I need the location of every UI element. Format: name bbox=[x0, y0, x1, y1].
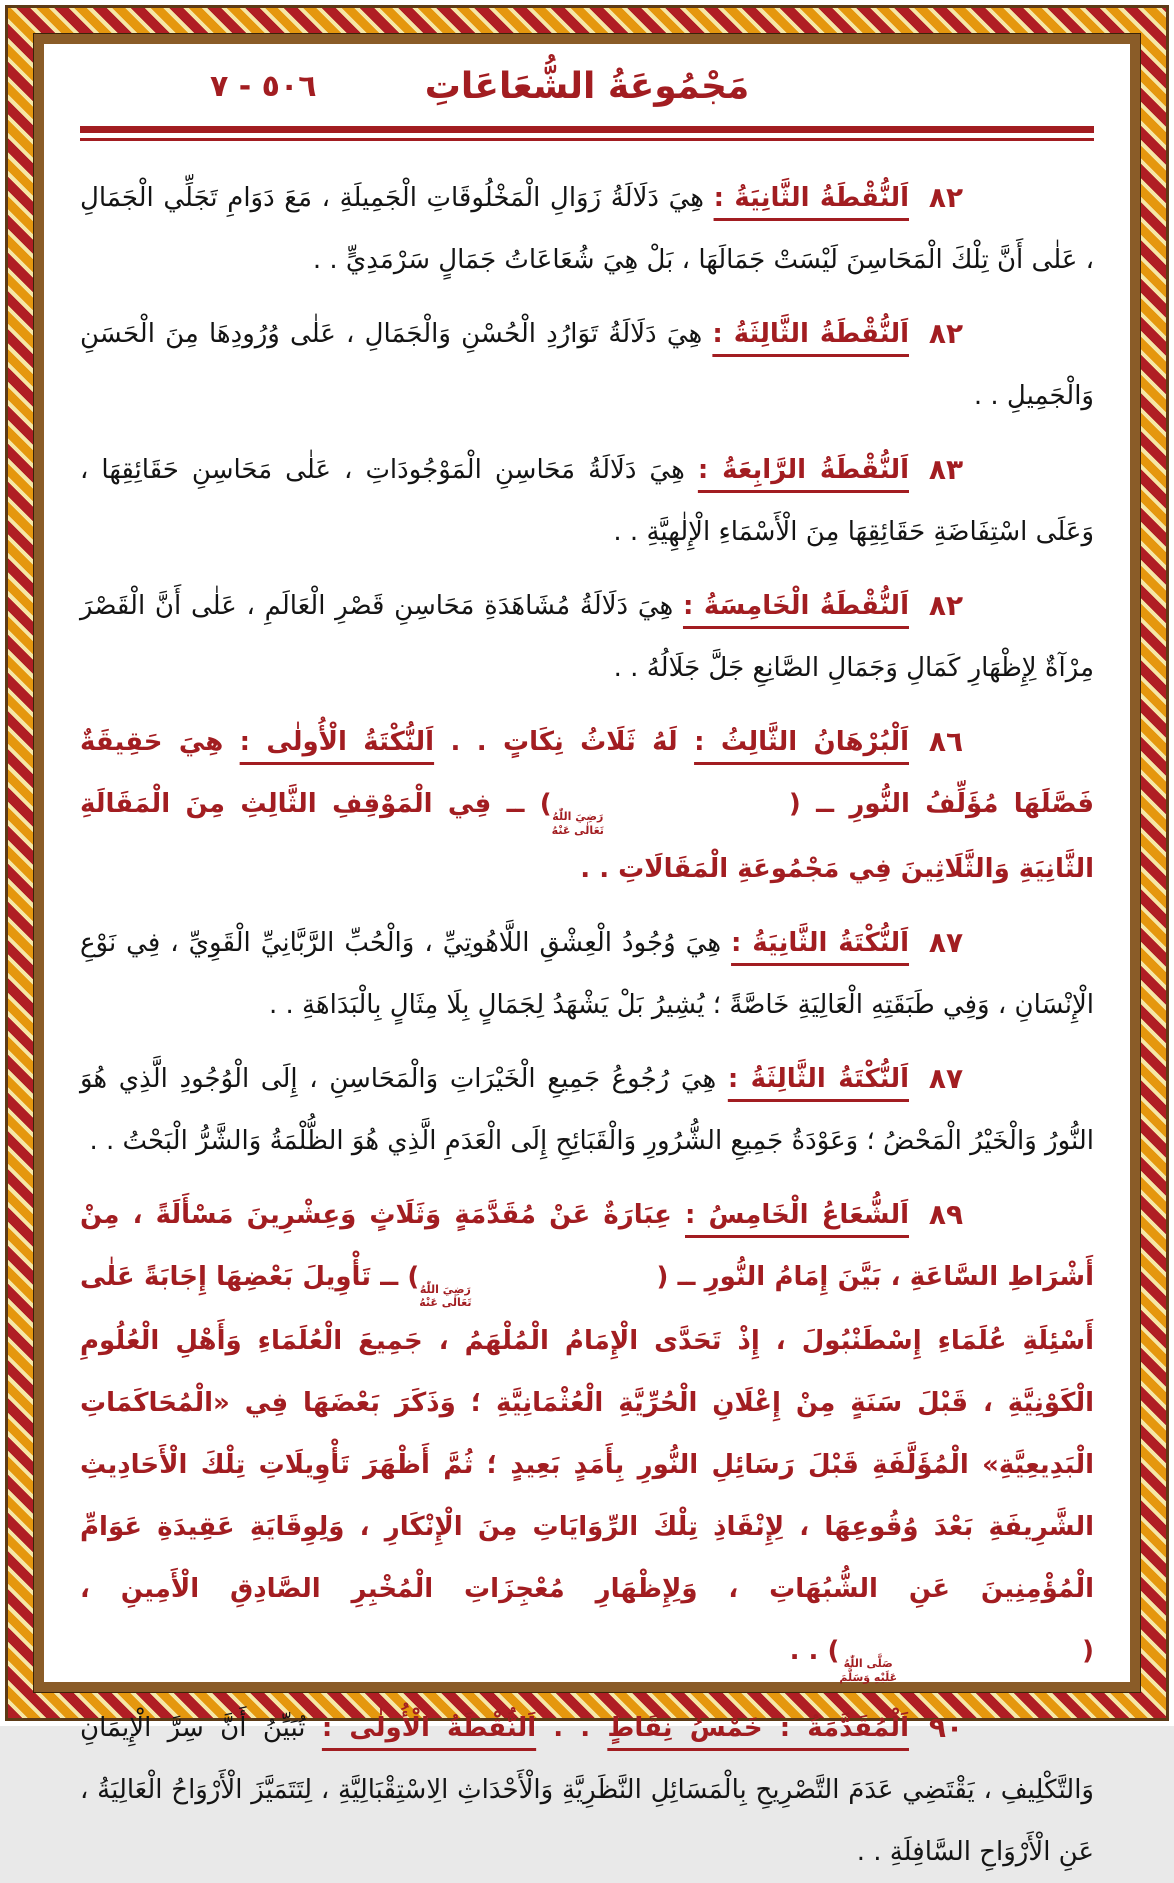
margin-number: ٨٢ bbox=[928, 181, 964, 214]
decorative-border-pattern bbox=[8, 8, 1166, 1867]
red-text: . . bbox=[536, 1712, 608, 1743]
paragraph bbox=[80, 1048, 1094, 1172]
honorific-seal: ( صَلَّى اللّٰهُ عَلَيْهِ وَسَلَّمَ ) bbox=[827, 1636, 1094, 1684]
header-divider bbox=[80, 126, 1094, 141]
margin-number: ٨٢ bbox=[928, 589, 964, 622]
body-text-segment: هِيَ دَلَالَةُ مُشَاهَدَةِ مَحَاسِنِ قَصْرِ الْعَالَمِ ، عَلٰى أَنَّ الْقَصْرَ مِرْآةٌ لِإِظْهَارِ كَمَالِ وَجَمَالِ الصَّانِعِ جَلَّ جَلَالُهُ . . bbox=[80, 591, 1094, 683]
page-header bbox=[80, 58, 1094, 116]
paragraph bbox=[80, 1184, 1094, 1685]
honorific-seal: ( رَضِيَ اللّٰهُ تَعَالٰى عَنْهُ ) bbox=[539, 789, 801, 837]
section-heading: اَلنُّكْتَةُ الثَّالِثَةُ : bbox=[727, 1063, 909, 1094]
paragraph bbox=[80, 303, 1094, 427]
page-inner bbox=[34, 34, 1140, 1867]
body-text-segment: تُبَيِّنُ أَنَّ سِرَّ الْإِيمَانِ وَالتَّكْلِيفِ ، يَقْتَضِي عَدَمَ التَّصْرِيحِ بِالْمَسَائِلِ النَّظَرِيَّةِ وَالْأَحْدَاثِ الِاسْتِقْبَالِيَّةِ ، لِتَتَمَيَّزَ الْأَرْوَاحُ الْعَالِيَةُ ، عَنِ الْأَرْوَاحِ السَّافِلَةِ . . bbox=[80, 1712, 1094, 1867]
margin-number: ٨٩ bbox=[928, 1197, 964, 1231]
section-heading: اَلْمُقَدَّمَةُ : خَمْسُ نِقَاطٍ bbox=[607, 1712, 909, 1743]
honorific-seal: ( رَضِيَ اللّٰهُ تَعَالٰى عَنْهُ ) bbox=[407, 1261, 669, 1310]
honorific-seal-text: صَلَّى اللّٰهُ عَلَيْهِ وَسَلَّمَ bbox=[839, 1657, 898, 1684]
paragraph bbox=[80, 1697, 1094, 1883]
body-text-segment: هِيَ وُجُودُ الْعِشْقِ اللَّاهُوتِيِّ ، وَالْحُبِّ الرَّبَّانِيِّ الْقَوِيِّ ، فِي نَوْعِ الْإِنْسَانِ ، وَفِي طَبَقَتِهِ الْعَالِيَةِ خَاصَّةً ؛ يُشِيرُ بَلْ يَشْهَدُ لِجَمَالٍ بِلَا مِثَالٍ بِالْبَدَاهَةِ . . bbox=[80, 927, 1094, 1020]
paragraph bbox=[80, 439, 1094, 563]
paragraph bbox=[80, 711, 1094, 900]
section-heading: اَلنُّقْطَةُ الْأُولٰى : bbox=[321, 1712, 537, 1743]
honorific-seal-text: رَضِيَ اللّٰهُ تَعَالٰى عَنْهُ bbox=[551, 810, 604, 837]
body-text-segment: هِيَ رُجُوعُ جَمِيعِ الْخَيْرَاتِ وَالْمَحَاسِنِ ، إِلَى الْوُجُودِ الَّذِي هُوَ النُّورُ وَالْخَيْرُ الْمَحْضُ ؛ وَعَوْدَةُ جَمِيعِ الشُّرُورِ وَالْقَبَائِحِ إِلَى الْعَدَمِ الَّذِي هُوَ الظُّلْمَةُ وَالشَّرُّ الْبَحْتُ . . bbox=[80, 1063, 1094, 1156]
section-heading: اَلنُّقْطَةُ الثَّانِيَةُ : bbox=[713, 183, 909, 213]
red-text: ــ تَأْوِيلَ بَعْضِهَا إِجَابَةً عَلٰى أَسْئِلَةِ عُلَمَاءِ إِسْطَنْبُولَ ، إِذْ تَحَدَّى الْإِمَامُ الْمُلْهَمُ ، جَمِيعَ الْعُلَمَاءِ وَأَهْلِ الْعُلُومِ الْكَوْنِيَّةِ ، قَبْلَ سَنَةٍ مِنْ إِعْلَانِ الْحُرِّيَّةِ الْعُثْمَانِيَّةِ ؛ وَذَكَرَ بَعْضَهَا فِي «الْمُحَاكَمَاتِ الْبَدِيعِيَّةِ» الْمُؤَلَّفَةِ قَبْلَ رَسَائِلِ النُّورِ بِأَمَدٍ بَعِيدٍ ؛ ثُمَّ أَظْهَرَ تَأْوِيلَاتِ تِلْكَ الْأَحَادِيثِ الشَّرِيفَةِ بَعْدَ وُقُوعِهَا ، لِإِنْقَاذِ تِلْكَ الرِّوَايَاتِ مِنَ الْإِنْكَارِ ، وَلِوِقَايَةِ عَقِيدَةِ عَوَامِّ الْمُؤْمِنِينَ عَنِ الشُّبُهَاتِ ، وَلِإِظْهَارِ مُعْجِزَاتِ الْمُخْبِرِ الصَّادِقِ الْأَمِينِ ، bbox=[80, 1261, 1094, 1604]
section-heading: اَلْبُرْهَانُ الثَّالِثُ : bbox=[694, 727, 909, 757]
body-text-segment: هِيَ دَلَالَةُ تَوَارُدِ الْحُسْنِ وَالْجَمَالِ ، عَلٰى وُرُودِهَا مِنَ الْحَسَنِ وَالْجَمِيلِ . . bbox=[80, 319, 1094, 411]
red-text: . . bbox=[789, 1636, 828, 1666]
red-text: لَهُ ثَلَاثُ نِكَاتٍ . . bbox=[434, 727, 695, 757]
margin-number: ٨٢ bbox=[928, 317, 964, 350]
honorific-seal-text: رَضِيَ اللّٰهُ تَعَالٰى عَنْهُ bbox=[419, 1282, 472, 1310]
page-number: ٥٠٦ - ٧ bbox=[210, 69, 317, 104]
red-text: هِيَ حَقِيقَةٌ فَصَّلَهَا مُؤَلِّفُ النُّورِ ــ bbox=[80, 727, 1094, 819]
paragraph bbox=[80, 167, 1094, 291]
section-heading: اَلنُّكْتَةُ الثَّانِيَةُ : bbox=[731, 927, 910, 958]
margin-number: ٨٣ bbox=[928, 453, 964, 486]
page-title: مَجْمُوعَةُ الشُّعَاعَاتِ bbox=[424, 66, 750, 107]
section-heading: اَلشُّعَاعُ الْخَامِسُ : bbox=[685, 1199, 909, 1230]
section-heading: اَلنُّقْطَةُ الرَّابِعَةُ : bbox=[697, 455, 909, 485]
margin-number: ٨٧ bbox=[928, 925, 964, 959]
paragraph bbox=[80, 912, 1094, 1036]
section-heading: اَلنُّكْتَةُ الْأُولٰى : bbox=[239, 727, 435, 757]
margin-number: ٨٦ bbox=[928, 725, 964, 758]
margin-number: ٩٠ bbox=[928, 1710, 964, 1744]
margin-number: ٨٧ bbox=[928, 1061, 964, 1095]
body-text-segment: هِيَ دَلَالَةُ مَحَاسِنِ الْمَوْجُودَاتِ ، عَلٰى مَحَاسِنِ حَقَائِقِهَا ، وَعَلَى اسْتِفَاضَةِ حَقَائِقِهَا مِنَ الْأَسْمَاءِ الْإِلٰهِيَّةِ . . bbox=[80, 455, 1094, 547]
decorative-border-outline bbox=[5, 5, 1169, 1867]
red-text: ــ فِي الْمَوْقِفِ الثَّالِثِ مِنَ الْمَقَالَةِ الثَّانِيَةِ وَالثَّلَاثِينَ فِي مَجْمُوعَةِ الْمَقَالَاتِ . . bbox=[80, 789, 1094, 884]
section-heading: اَلنُّقْطَةُ الثَّالِثَةُ : bbox=[712, 319, 909, 349]
red-text: عِبَارَةٌ عَنْ مُقَدَّمَةٍ وَثَلَاثٍ وَعِشْرِينَ مَسْأَلَةً ، مِنْ أَشْرَاطِ السَّاعَةِ ، بَيَّنَ إِمَامُ النُّورِ ــ bbox=[80, 1199, 1094, 1292]
body-text bbox=[80, 167, 1094, 1883]
section-heading: اَلنُّقْطَةُ الْخَامِسَةُ : bbox=[682, 591, 909, 621]
body-text-segment: هِيَ دَلَالَةُ زَوَالِ الْمَخْلُوقَاتِ الْجَمِيلَةِ ، مَعَ دَوَامِ تَجَلِّي الْجَمَالِ ، عَلٰى أَنَّ تِلْكَ الْمَحَاسِنَ لَيْسَتْ جَمَالَهَا ، بَلْ هِيَ شُعَاعَاتُ جَمَالٍ سَرْمَدِيٍّ . . bbox=[80, 183, 1094, 275]
paragraph bbox=[80, 575, 1094, 699]
